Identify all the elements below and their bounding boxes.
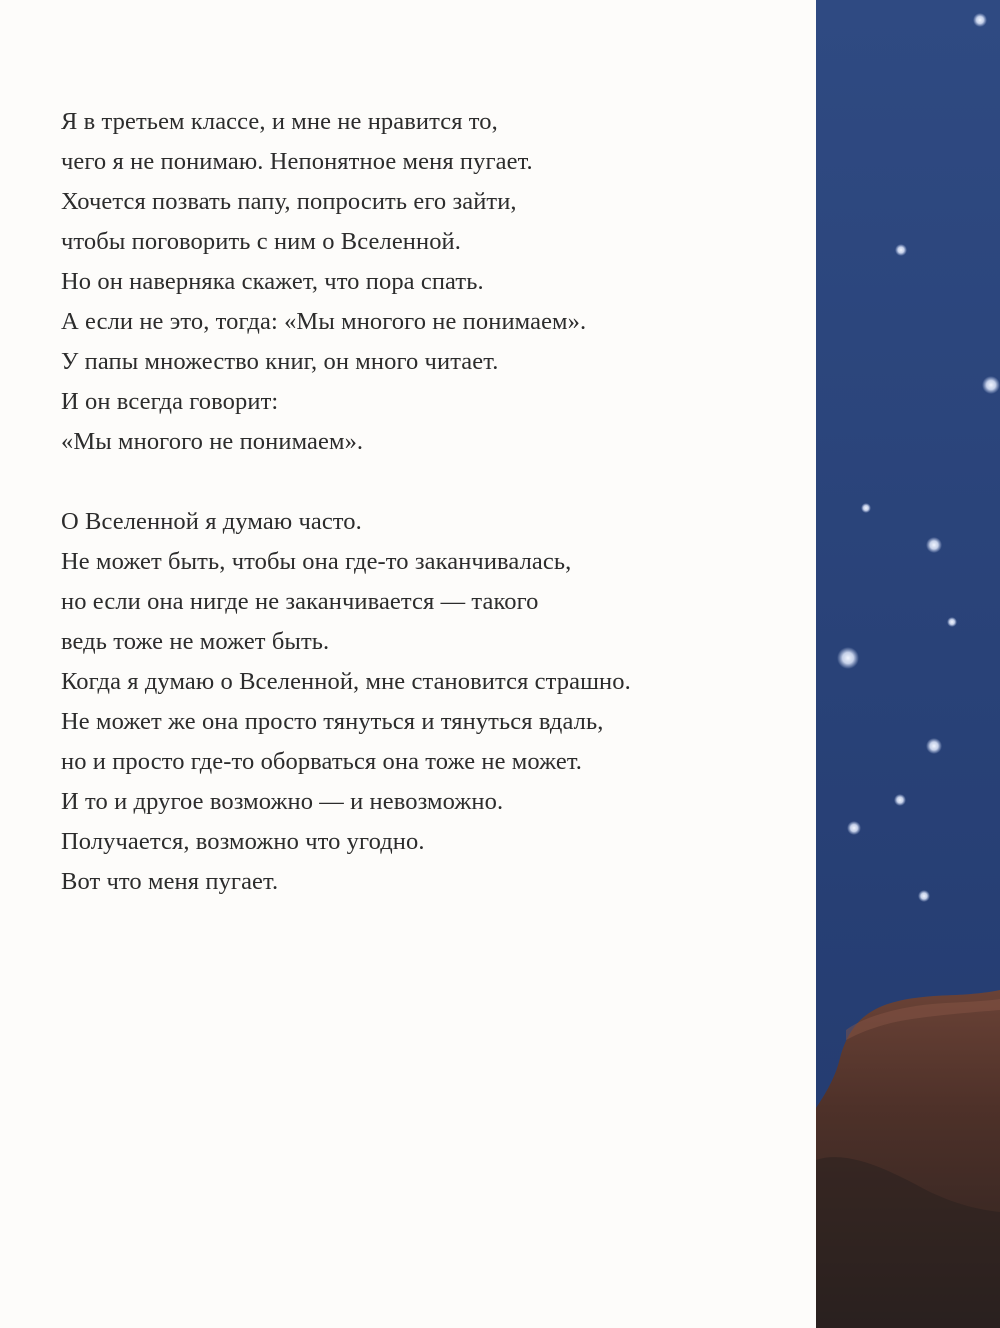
star bbox=[926, 537, 942, 553]
text-line: И то и другое возможно — и невозможно. bbox=[61, 788, 504, 815]
text-line: Хочется позвать папу, попросить его зайти, bbox=[61, 188, 517, 215]
text-line: Получается, возможно что угодно. bbox=[61, 828, 425, 855]
night-sky-illustration bbox=[816, 0, 1000, 1328]
text-line: но если она нигде не заканчивается — такого bbox=[61, 588, 539, 615]
text-line: ведь тоже не может быть. bbox=[61, 628, 330, 655]
text-line: Когда я думаю о Вселенной, мне становится страшно. bbox=[61, 668, 631, 695]
star bbox=[973, 13, 987, 27]
paragraph-1 bbox=[61, 102, 801, 462]
text-line: но и просто где-то оборваться она тоже не может. bbox=[61, 748, 583, 775]
star bbox=[894, 794, 906, 806]
star bbox=[947, 617, 957, 627]
star bbox=[926, 738, 942, 754]
text-line: чего я не понимаю. Непонятное меня пугает. bbox=[61, 148, 533, 175]
text-line: Вот что меня пугает. bbox=[61, 868, 279, 895]
text-line: Не может быть, чтобы она где-то заканчивалась, bbox=[61, 548, 572, 575]
star bbox=[837, 647, 859, 669]
text-line: У папы множество книг, он много читает. bbox=[61, 348, 499, 375]
star bbox=[861, 503, 871, 513]
text-line: О Вселенной я думаю часто. bbox=[61, 508, 362, 535]
text-line: Но он наверняка скажет, что пора спать. bbox=[61, 268, 484, 295]
text-line: И он всегда говорит: bbox=[61, 388, 279, 415]
star bbox=[982, 376, 1000, 394]
story-text bbox=[61, 102, 801, 902]
text-line: «Мы многого не понимаем». bbox=[61, 428, 364, 455]
text-line: А если не это, тогда: «Мы многого не понимаем». bbox=[61, 308, 587, 335]
night-sky-image bbox=[816, 0, 1000, 1328]
star bbox=[895, 244, 907, 256]
text-line: Я в третьем классе, и мне не нравится то, bbox=[61, 108, 498, 135]
paragraph-2 bbox=[61, 502, 801, 902]
star bbox=[918, 890, 930, 902]
text-line: чтобы поговорить с ним о Вселенной. bbox=[61, 228, 461, 255]
text-line: Не может же она просто тянуться и тянуться вдаль, bbox=[61, 708, 604, 735]
star bbox=[847, 821, 861, 835]
